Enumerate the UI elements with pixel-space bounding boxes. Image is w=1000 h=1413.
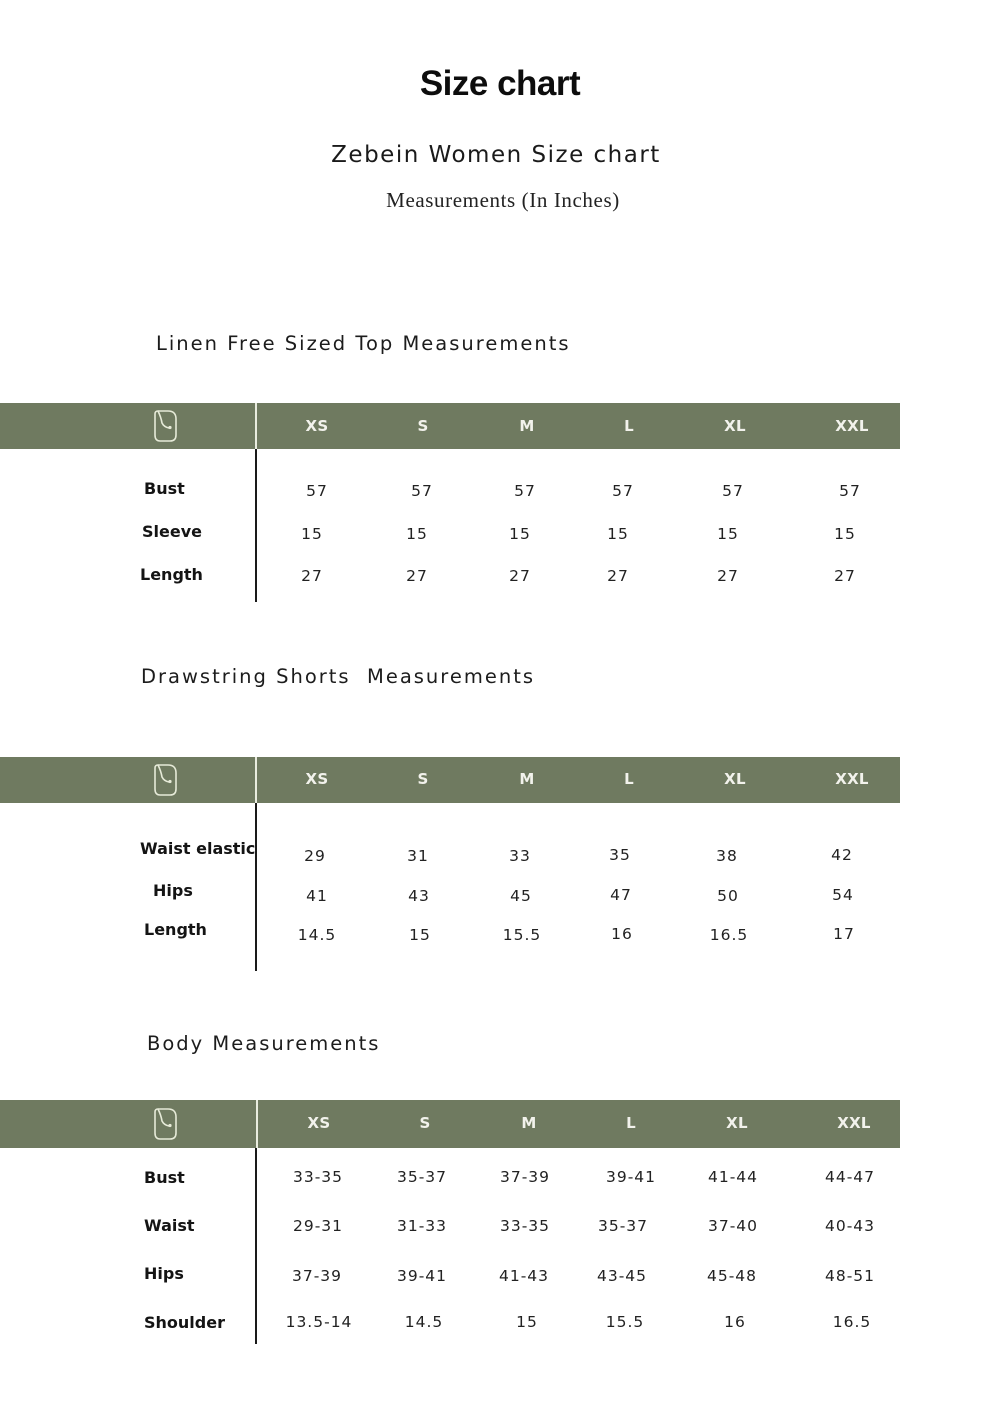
- table-cell: 31-33: [396, 1217, 448, 1235]
- size-header-m: M: [521, 1114, 537, 1132]
- header-divider: [256, 1100, 258, 1148]
- table-cell: 41: [306, 887, 328, 905]
- size-header-xs: XS: [305, 417, 329, 435]
- table-cell: 57: [514, 482, 536, 500]
- units-note: Measurements (In Inches): [386, 188, 620, 212]
- table-cell: 16.5: [832, 1313, 872, 1331]
- table-cell: 29: [304, 847, 326, 865]
- row-label-hips: Hips: [144, 1264, 184, 1283]
- table-cell: 37-40: [707, 1217, 759, 1235]
- table-cell: 43-45: [596, 1267, 648, 1285]
- row-label-waist: Waist: [144, 1216, 195, 1235]
- size-header-xs: XS: [307, 1114, 331, 1132]
- size-header-xl: XL: [724, 417, 746, 435]
- table-cell: 15.5: [605, 1313, 645, 1331]
- size-header-s: S: [419, 1114, 431, 1132]
- table-cell: 14.5: [297, 926, 337, 944]
- size-header-xxl: XXL: [835, 417, 869, 435]
- table-cell: 45: [510, 887, 532, 905]
- row-label-bust: Bust: [144, 1168, 185, 1187]
- table-cell: 15: [607, 525, 629, 543]
- table-header: [0, 403, 900, 449]
- table-cell: 17: [833, 925, 855, 943]
- table-cell: 54: [832, 886, 854, 904]
- table-cell: 15: [301, 525, 323, 543]
- section-heading-top: Linen Free Sized Top Measurements: [156, 332, 571, 355]
- table-cell: 37-39: [499, 1168, 551, 1186]
- table-cell: 27: [509, 567, 531, 585]
- row-label-length: Length: [140, 565, 203, 584]
- garment-outline-icon: [152, 409, 180, 443]
- column-divider: [255, 1148, 257, 1344]
- table-cell: 33-35: [499, 1217, 551, 1235]
- row-label-length: Length: [144, 920, 207, 939]
- table-cell: 57: [306, 482, 328, 500]
- table-cell: 44-47: [824, 1168, 876, 1186]
- size-header-m: M: [519, 770, 535, 788]
- table-cell: 27: [607, 567, 629, 585]
- table-cell: 41-44: [707, 1168, 759, 1186]
- size-header-xs: XS: [305, 770, 329, 788]
- table-cell: 43: [408, 887, 430, 905]
- size-header-s: S: [417, 770, 429, 788]
- table-header: [0, 1100, 900, 1148]
- table-cell: 57: [612, 482, 634, 500]
- section-heading-body: Body Measurements: [147, 1032, 381, 1055]
- table-cell: 15: [409, 926, 431, 944]
- table-cell: 57: [839, 482, 861, 500]
- size-header-xxl: XXL: [837, 1114, 871, 1132]
- size-header-m: M: [519, 417, 535, 435]
- table-cell: 35-37: [597, 1217, 649, 1235]
- table-cell: 57: [411, 482, 433, 500]
- table-cell: 57: [722, 482, 744, 500]
- header-divider: [255, 403, 257, 449]
- table-cell: 39-41: [396, 1267, 448, 1285]
- table-cell: 35: [609, 846, 631, 864]
- size-header-l: L: [626, 1114, 636, 1132]
- column-divider: [255, 803, 257, 971]
- row-label-hips: Hips: [153, 881, 193, 900]
- garment-outline-icon: [152, 763, 180, 797]
- row-label-sleeve: Sleeve: [142, 522, 202, 541]
- header-divider: [255, 757, 257, 803]
- table-header: [0, 757, 900, 803]
- table-cell: 15: [509, 525, 531, 543]
- size-header-s: S: [417, 417, 429, 435]
- garment-outline-icon: [152, 1107, 180, 1141]
- table-cell: 48-51: [824, 1267, 876, 1285]
- table-cell: 37-39: [291, 1267, 343, 1285]
- table-cell: 29-31: [292, 1217, 344, 1235]
- table-cell: 33: [509, 847, 531, 865]
- page-title: Size chart: [419, 64, 581, 103]
- table-cell: 27: [406, 567, 428, 585]
- table-cell: 42: [831, 846, 853, 864]
- size-header-xl: XL: [724, 770, 746, 788]
- section-heading-shorts: Drawstring Shorts Measurements: [141, 665, 536, 688]
- table-cell: 41-43: [498, 1267, 550, 1285]
- table-cell: 15.5: [502, 926, 542, 944]
- chart-subtitle: Zebein Women Size chart: [331, 142, 661, 168]
- table-cell: 50: [717, 887, 739, 905]
- table-cell: 39-41: [605, 1168, 657, 1186]
- table-cell: 35-37: [396, 1168, 448, 1186]
- row-label-waist-elastic: Waist elastic: [140, 839, 256, 858]
- size-header-l: L: [624, 770, 634, 788]
- table-cell: 40-43: [824, 1217, 876, 1235]
- table-cell: 15: [717, 525, 739, 543]
- table-cell: 15: [406, 525, 428, 543]
- size-header-l: L: [624, 417, 634, 435]
- table-cell: 13.5-14: [285, 1313, 353, 1331]
- size-header-xxl: XXL: [835, 770, 869, 788]
- table-cell: 27: [834, 567, 856, 585]
- table-cell: 33-35: [292, 1168, 344, 1186]
- row-label-shoulder: Shoulder: [144, 1313, 225, 1332]
- table-cell: 47: [610, 886, 632, 904]
- table-cell: 27: [301, 567, 323, 585]
- table-cell: 15: [516, 1313, 538, 1331]
- table-cell: 16.5: [709, 926, 749, 944]
- table-cell: 27: [717, 567, 739, 585]
- table-cell: 15: [834, 525, 856, 543]
- table-cell: 38: [716, 847, 738, 865]
- table-cell: 45-48: [706, 1267, 758, 1285]
- table-cell: 16: [611, 925, 633, 943]
- row-label-bust: Bust: [144, 479, 185, 498]
- table-cell: 31: [407, 847, 429, 865]
- table-cell: 16: [724, 1313, 746, 1331]
- column-divider: [255, 449, 257, 602]
- size-header-xl: XL: [726, 1114, 748, 1132]
- table-cell: 14.5: [404, 1313, 444, 1331]
